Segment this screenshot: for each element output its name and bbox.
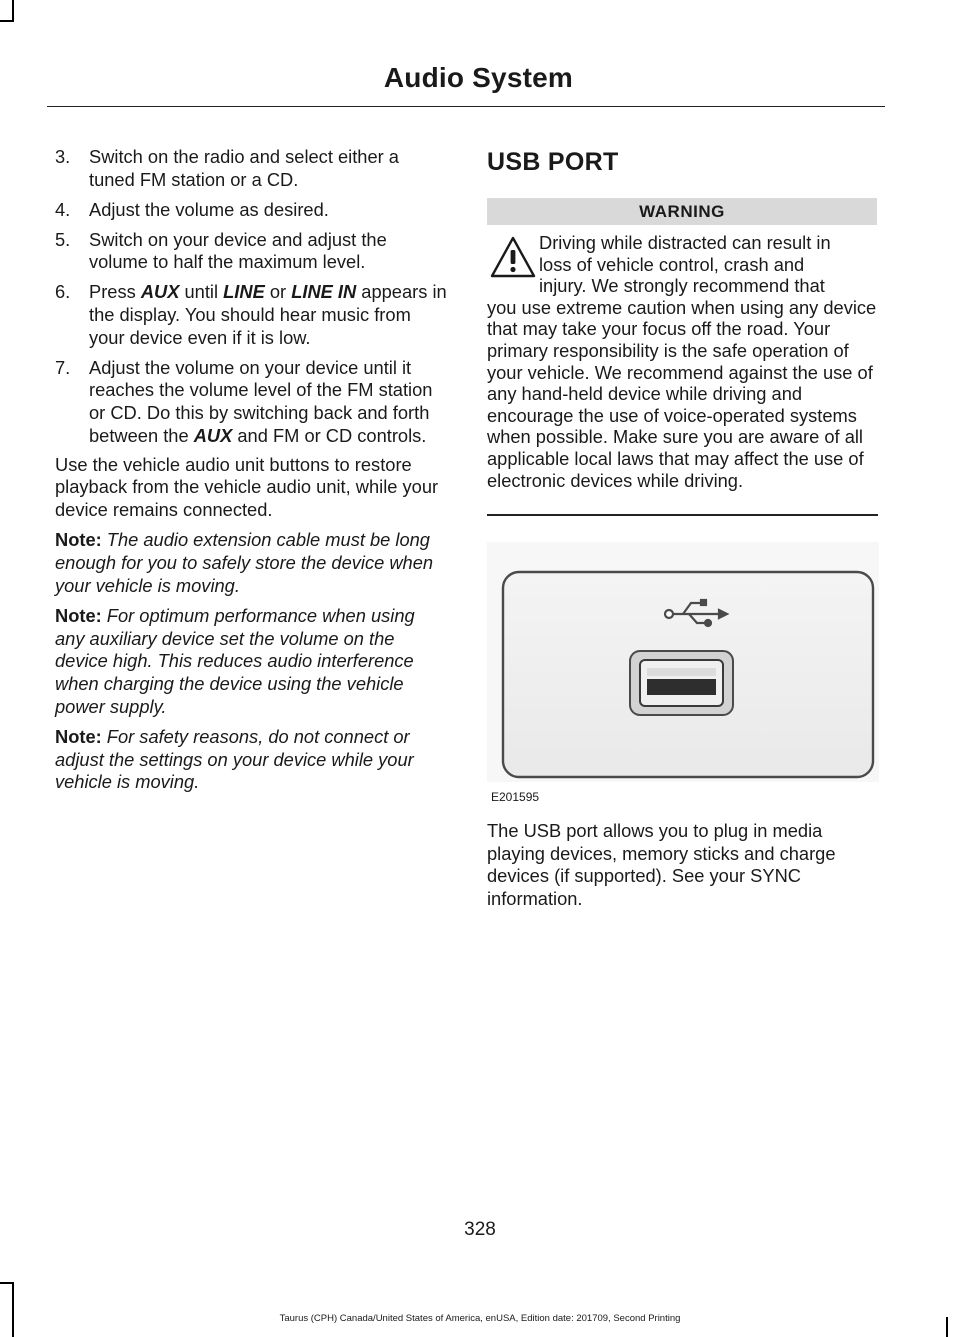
warning-line: loss of vehicle control, crash and bbox=[539, 253, 805, 275]
step-text: Adjust the volume on your device until it reaches the volume level of the FM station or CD. Do this by switching back and forth between the bbox=[89, 356, 433, 446]
step-number: 4. bbox=[55, 198, 71, 220]
left-column bbox=[55, 146, 448, 802]
warning-rest: you use extreme caution when using any device that may take your focus off the road. Your primary responsibility is the safe operation of your vehicle. We recommend against the use of any hand-held device while driving and encourage the use of voice-operated systems when possible. Make sure you are aware of all applicable local laws that may affect the use of electronic devices while driving. bbox=[487, 296, 877, 491]
step-number: 3. bbox=[55, 146, 71, 167]
step-text: appears in the display. You should hear music from your device even if it is low. bbox=[89, 281, 447, 348]
header-rule bbox=[47, 106, 885, 107]
page-header-title: Audio System bbox=[383, 62, 573, 93]
step-number: 6. bbox=[55, 281, 71, 303]
warning-line: Driving while distracted can result in bbox=[539, 232, 831, 253]
usb-paragraph: The USB port allows you to plug in media playing devices, memory sticks and charge devices (if supported). See your SYNC information. bbox=[487, 820, 836, 909]
footer-text: Taurus (CPH) Canada/United States of America, enUSA, Edition date: 201709, Second Printing bbox=[279, 1313, 681, 1324]
page-number: 328 bbox=[464, 1219, 496, 1240]
note-text: For safety reasons, do not connect or adjust the settings on your device while your vehicle is moving. bbox=[55, 726, 414, 793]
warning-label: WARNING bbox=[487, 198, 877, 225]
note-label: Note: bbox=[55, 529, 102, 551]
warning-line: injury. We strongly recommend that bbox=[539, 275, 825, 297]
usb-port bbox=[630, 651, 733, 715]
step-item bbox=[55, 357, 448, 447]
step-number: 7. bbox=[55, 356, 71, 378]
note-text: For optimum performance when using any auxiliary device set the volume on the device high. This reduces audio interference when charging the device using the vehicle power supply. bbox=[55, 605, 415, 717]
step-item bbox=[55, 229, 448, 274]
crop-mark bbox=[12, 1282, 14, 1337]
note-label: Note: bbox=[55, 726, 102, 748]
usb-port-illustration bbox=[487, 542, 879, 810]
control-name: AUX bbox=[140, 281, 180, 303]
crop-mark bbox=[0, 1282, 14, 1284]
control-name: AUX bbox=[193, 424, 233, 446]
right-column bbox=[487, 146, 879, 909]
step-text: Adjust the volume as desired. bbox=[89, 198, 329, 220]
note bbox=[55, 605, 448, 718]
note bbox=[55, 529, 448, 597]
step-item bbox=[55, 199, 448, 222]
control-name: LINE bbox=[223, 281, 265, 303]
control-name: LINE IN bbox=[291, 281, 357, 303]
step-number: 5. bbox=[55, 228, 71, 250]
step-item bbox=[55, 281, 448, 349]
step-text: Switch on your device and adjust the volume to half the maximum level. bbox=[89, 228, 387, 273]
figure-id: E201595 bbox=[491, 790, 540, 804]
warning-text bbox=[487, 232, 879, 491]
step-text: or bbox=[264, 281, 292, 303]
instruction-steps bbox=[55, 146, 448, 447]
step-text: until bbox=[179, 281, 224, 303]
note bbox=[55, 726, 448, 794]
note-text: The audio extension cable must be long enough for you to safely store the device when your vehicle is moving. bbox=[55, 529, 434, 596]
note-label: Note: bbox=[55, 605, 102, 627]
step-text: and FM or CD controls. bbox=[232, 424, 427, 446]
crop-mark bbox=[0, 20, 14, 22]
warning-rule bbox=[487, 514, 878, 516]
playback-paragraph: Use the vehicle audio unit buttons to restore playback from the vehicle audio unit, while your device remains connected. bbox=[55, 453, 439, 520]
step-text: Press bbox=[89, 281, 141, 303]
notes bbox=[55, 529, 448, 794]
crop-mark bbox=[12, 0, 14, 22]
section-title: USB PORT bbox=[487, 148, 619, 176]
step-text: Switch on the radio and select either a tuned FM station or a CD. bbox=[89, 146, 399, 190]
usb-port-figure bbox=[487, 542, 879, 810]
step-item bbox=[55, 146, 448, 191]
